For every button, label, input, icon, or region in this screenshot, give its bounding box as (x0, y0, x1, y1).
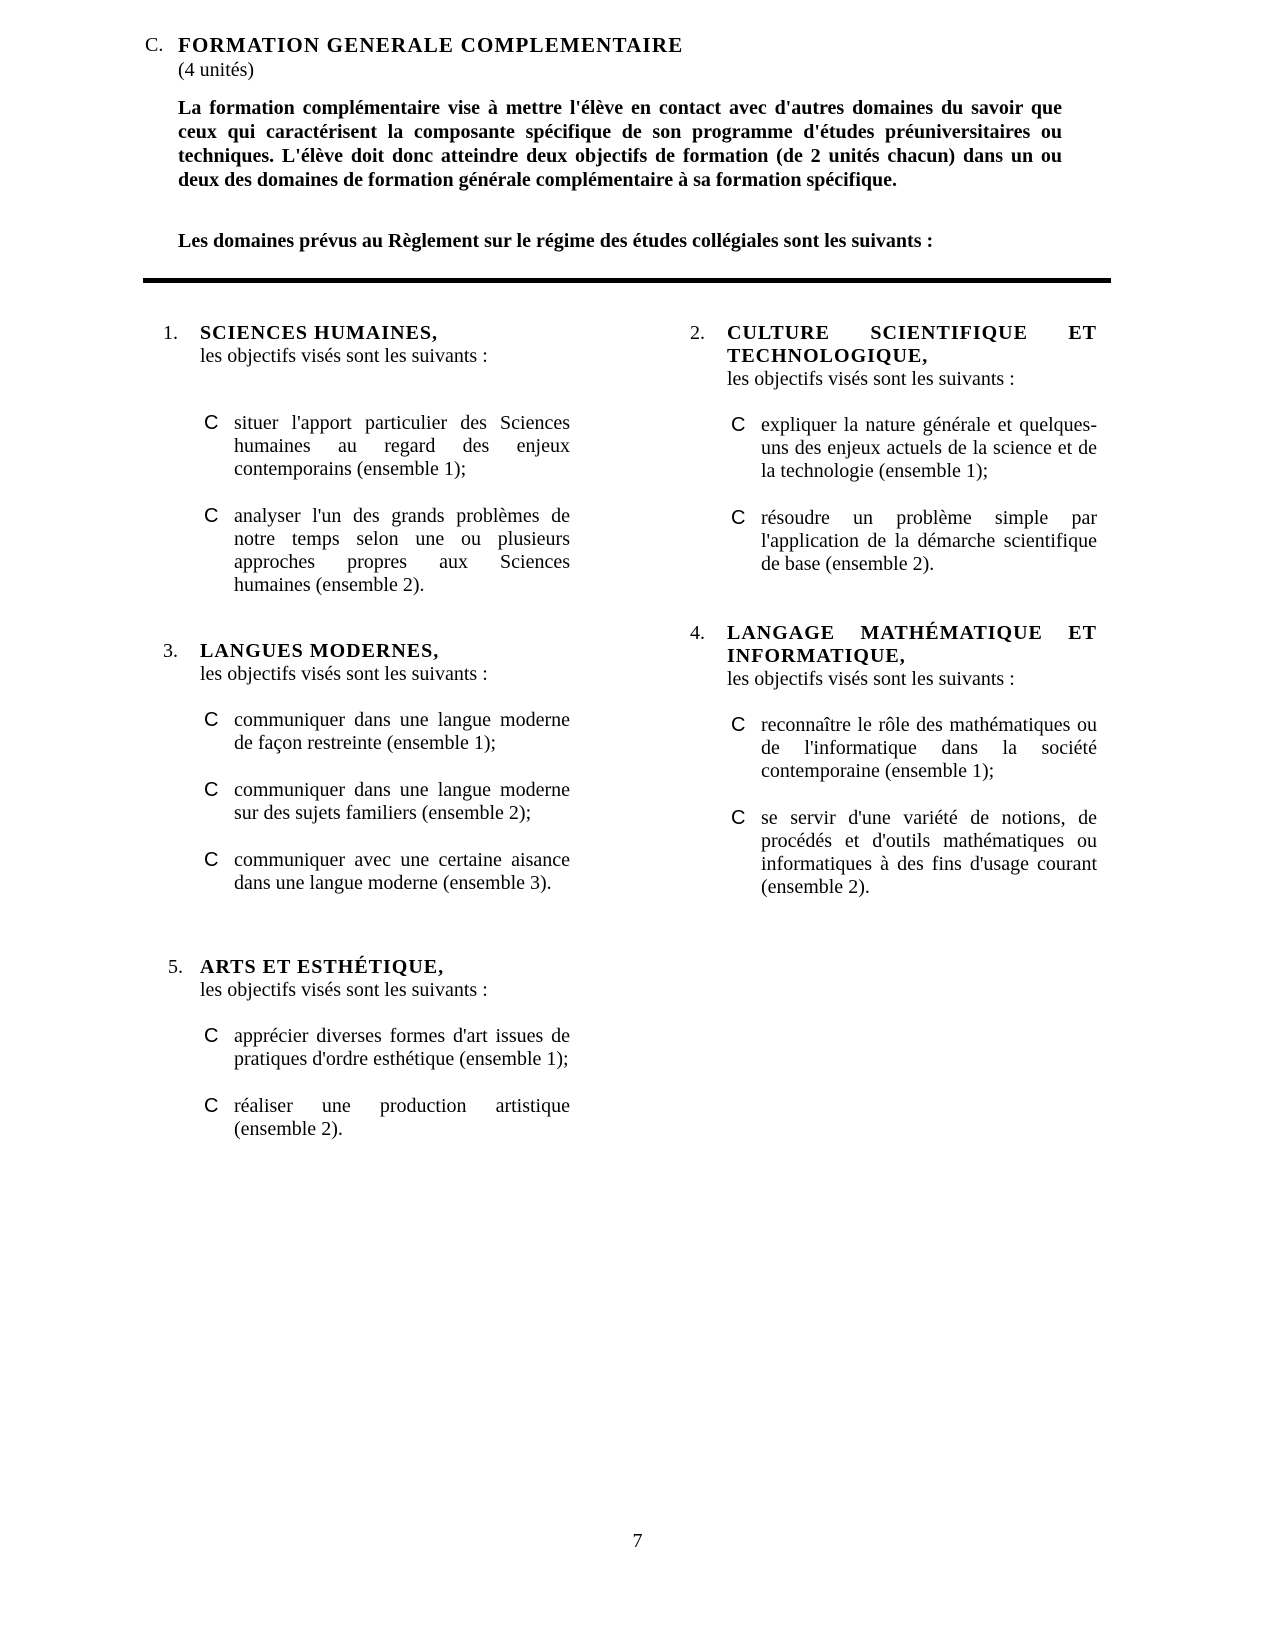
section-letter: C. (145, 34, 164, 56)
objective-item (200, 1095, 570, 1141)
bullet-c-marker: C (204, 709, 219, 731)
objective-item (200, 709, 570, 755)
bullet-c-marker: C (731, 507, 746, 529)
objective-text: communiquer dans une langue moderne de façon restreinte (ensemble 1); (234, 709, 570, 754)
objective-text: résoudre un problème simple par l'application de la démarche scientifique de base (ensemble 2). (761, 507, 1097, 575)
objective-item (727, 507, 1097, 576)
intro-paragraph: La formation complémentaire vise à mettre l'élève en contact avec d'autres domaines du savoir que ceux qui caractérisent la composante spécifique de son programme d'études préuniversitaires ou techniques. L'élève doit donc atteindre deux objectifs de formation (de 2 unités chacun) dans un ou deux des domaines de formation générale complémentaire à sa formation spécifique. (178, 97, 1062, 191)
section-title: ARTS ET ESTHÉTIQUE, (200, 956, 445, 978)
section-number: 5. (168, 956, 183, 978)
section-culture-scientifique (690, 322, 1097, 576)
objective-item (727, 714, 1097, 783)
page-number: 7 (632, 1530, 643, 1552)
divider-rule (143, 278, 1111, 283)
bullet-c-marker: C (204, 1025, 219, 1047)
section-arts-et-esthetique (163, 956, 570, 1141)
section-lead: les objectifs visés sont les suivants : (200, 663, 488, 685)
bullet-c-marker: C (204, 412, 219, 434)
objective-item (200, 1025, 570, 1071)
section-lead: les objectifs visés sont les suivants : (727, 668, 1015, 690)
section-title: LANGAGE MATHÉMATIQUE ET INFORMATIQUE, (727, 622, 1097, 667)
bullet-c-marker: C (204, 779, 219, 801)
right-column (690, 322, 1097, 899)
objective-text: analyser l'un des grands problèmes de notre temps selon une ou plusieurs approches propres aux Sciences humaines (ensemble 2). (234, 505, 570, 596)
section-number: 2. (690, 322, 705, 344)
section-number: 4. (690, 622, 705, 644)
objective-text: expliquer la nature générale et quelques-uns des enjeux actuels de la science et de la technologie (ensemble 1); (761, 414, 1097, 482)
section-number: 1. (163, 322, 178, 344)
objectives-list (727, 714, 1097, 899)
objective-text: communiquer avec une certaine aisance dans une langue moderne (ensemble 3). (234, 849, 570, 894)
bullet-c-marker: C (731, 414, 746, 436)
section-title: LANGUES MODERNES, (200, 640, 440, 662)
objectives-list (200, 1025, 570, 1141)
doc-header (145, 33, 684, 82)
objectives-list (727, 414, 1097, 576)
section-title: SCIENCES HUMAINES, (200, 322, 439, 344)
objective-item (727, 807, 1097, 899)
objective-item (200, 779, 570, 825)
objective-text: reconnaître le rôle des mathématiques ou de l'informatique dans la société contemporaine (ensemble 1); (761, 714, 1097, 782)
section-langues-modernes (163, 640, 570, 895)
objective-text: situer l'apport particulier des Sciences humaines au regard des enjeux contemporains (ensemble 1); (234, 412, 570, 480)
objective-text: réaliser une production artistique (ensemble 2). (234, 1095, 570, 1140)
units-note: (4 unités) (178, 59, 255, 81)
bullet-c-marker: C (204, 505, 219, 527)
objective-item (200, 412, 570, 481)
section-title: CULTURE SCIENTIFIQUE ET TECHNOLOGIQUE, (727, 322, 1097, 367)
section-number: 3. (163, 640, 178, 662)
bullet-c-marker: C (731, 807, 746, 829)
bullet-c-marker: C (731, 714, 746, 736)
bullet-c-marker: C (204, 1095, 219, 1117)
domains-lead-line: Les domaines prévus au Règlement sur le régime des études collégiales sont les suivants : (178, 230, 934, 252)
objective-text: se servir d'une variété de notions, de procédés et d'outils mathématiques ou informatiques à des fins d'usage courant (ensemble 2). (761, 807, 1097, 898)
section-lead: les objectifs visés sont les suivants : (200, 345, 488, 367)
objective-item (200, 849, 570, 895)
section-sciences-humaines (163, 322, 570, 597)
page-title: FORMATION GENERALE COMPLEMENTAIRE (178, 33, 684, 57)
objectives-list (200, 709, 570, 895)
section-lead: les objectifs visés sont les suivants : (200, 979, 488, 1001)
bullet-c-marker: C (204, 849, 219, 871)
objective-text: communiquer dans une langue moderne sur des sujets familiers (ensemble 2); (234, 779, 570, 824)
header-title-block (178, 33, 684, 82)
section-lead: les objectifs visés sont les suivants : (727, 368, 1015, 390)
objective-item (727, 414, 1097, 483)
objective-text: apprécier diverses formes d'art issues de pratiques d'ordre esthétique (ensemble 1); (234, 1025, 570, 1070)
objectives-list (200, 412, 570, 597)
objective-item (200, 505, 570, 597)
section-langage-mathematique (690, 622, 1097, 899)
left-column (163, 322, 570, 1141)
